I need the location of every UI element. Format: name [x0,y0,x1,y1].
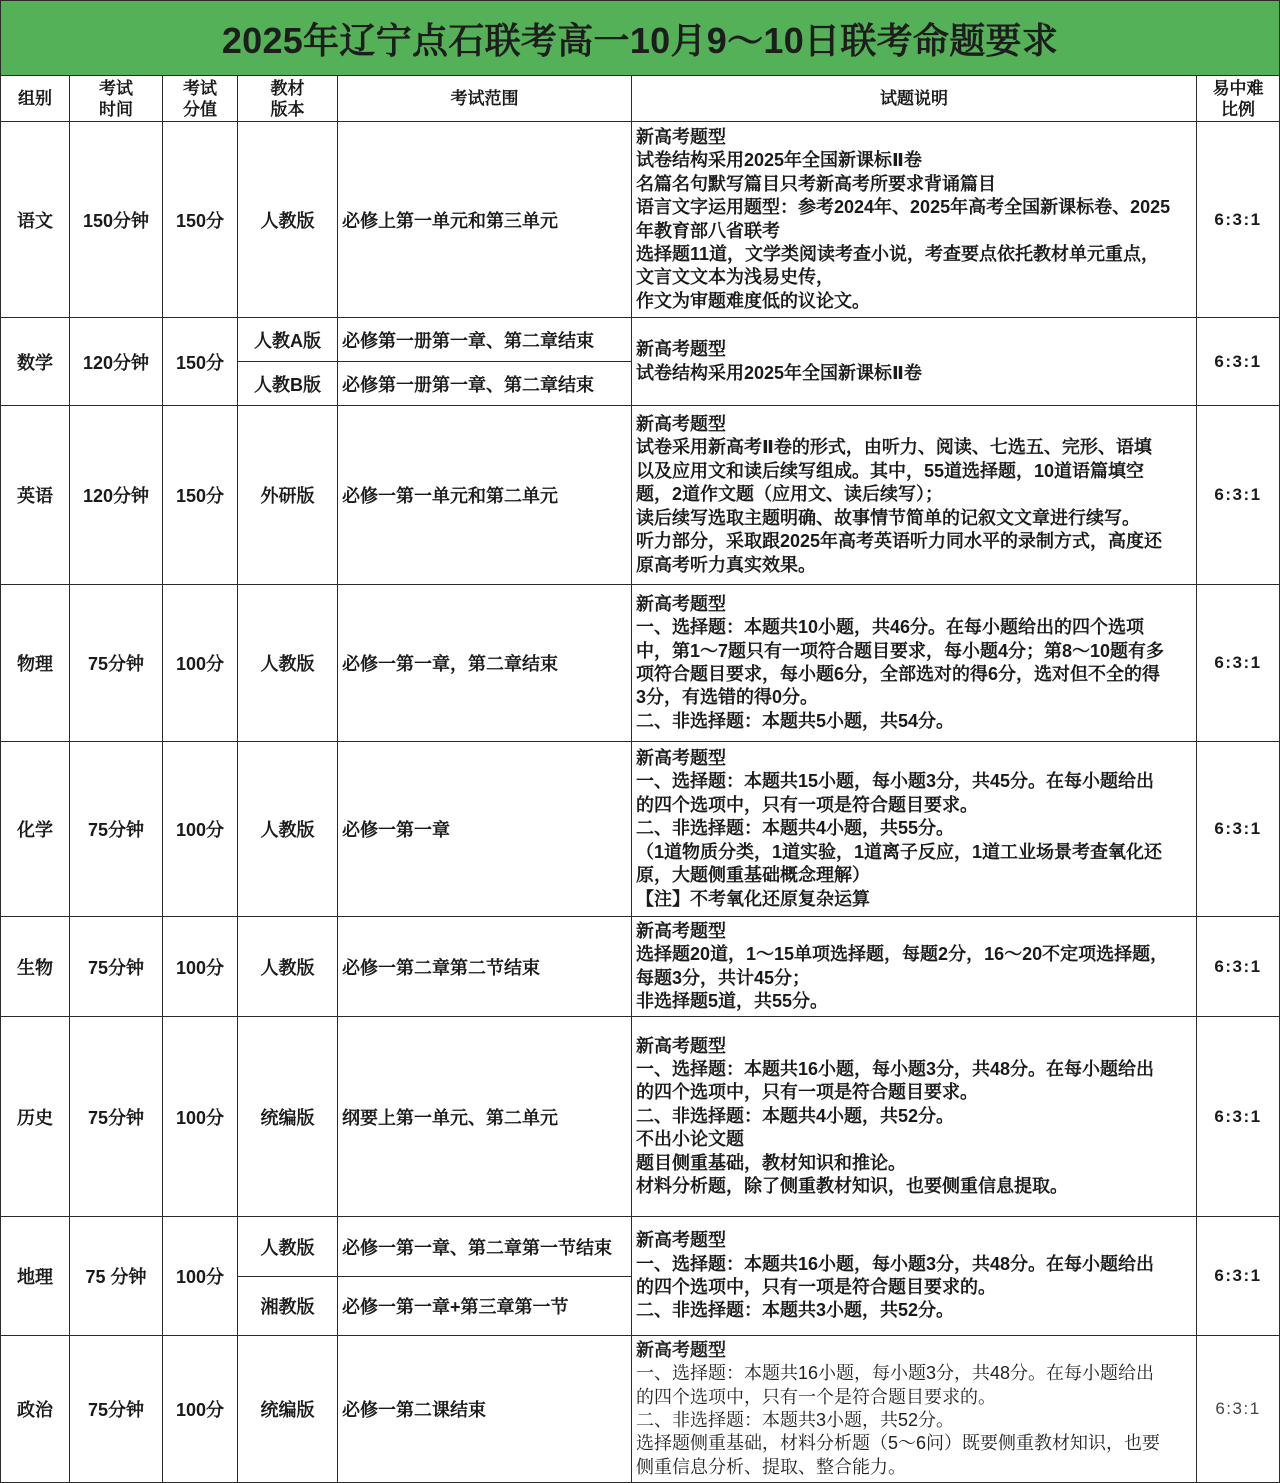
question-description [632,318,1197,406]
description-line: 听力部分，采取跟2025年高考英语听力同水平的录制方式，高度还 [636,531,1163,552]
header-exam-score [163,75,238,122]
header-exam-scope [338,75,632,122]
header-exam-time [70,75,163,122]
exam-scope: 必修一第一章，第二章结束 [338,585,632,742]
description-line: 选择题侧重基础，材料分析题（5～6问）既要侧重教材知识，也要 [636,1433,1161,1454]
difficulty-ratio: 6:3:1 [1197,1017,1280,1217]
exam-time: 150分钟 [70,122,163,318]
exam-score: 100分 [163,917,238,1017]
exam-scope: 必修第一册第一章、第二章结束 [338,318,632,362]
subject-name: 英语 [0,406,70,585]
description-line: 以及应用文和读后续写组成。其中，55道选择题，10道语篇填空 [636,460,1145,481]
textbook-edition: 湘教版 [238,1277,338,1336]
exam-scope: 必修上第一单元和第三单元 [338,122,632,318]
subject-name: 历史 [0,1017,70,1217]
exam-scope: 必修一第二课结束 [338,1336,632,1483]
description-line: 的四个选项中，只有一个是符合题目要求的。 [636,1386,996,1407]
description-line: 项符合题目要求，每小题6分，全部选对的得6分，选对但不全的得 [636,664,1161,684]
description-line: 试卷采用新高考Ⅱ卷的形式，由听力、阅读、七选五、完形、语填 [636,437,1152,458]
header-description [632,75,1197,122]
exam-scope: 必修一第一章 [338,742,632,917]
textbook-edition: 人教版 [238,122,338,318]
description-line: 语言文字运用题型：参考2024年、2025年高考全国新课标卷、2025 [636,197,1171,218]
description-line: 试卷结构采用2025年全国新课标Ⅱ卷 [636,150,922,171]
description-line: 二、非选择题：本题共4小题，共55分。 [636,818,955,839]
exam-scope: 必修一第一章、第二章第一节结束 [338,1217,632,1277]
description-line: 一、选择题：本题共15小题，每小题3分，共45分。在每小题给出 [636,771,1155,792]
exam-time: 75分钟 [70,917,163,1017]
description-line: 每题3分，共计45分； [636,967,811,988]
question-description [632,1017,1197,1217]
subject-name: 语文 [0,122,70,318]
textbook-edition: 人教版 [238,585,338,742]
header-label: 易中难 [1212,78,1264,98]
question-description [632,406,1197,585]
subject-name: 生物 [0,917,70,1017]
subject-name: 数学 [0,318,70,406]
header-label: 考试范围 [450,89,519,108]
description-line: 的四个选项中，只有一项是符合题目要求。 [636,794,978,815]
subject-name: 地理 [0,1217,70,1336]
exam-scope: 必修第一册第一章、第二章结束 [338,362,632,406]
question-description [632,742,1197,917]
description-line: 题，2道作文题（应用文、读后续写）； [636,484,944,505]
question-description [632,1336,1197,1483]
question-description [632,917,1197,1017]
difficulty-ratio: 6:3:1 [1197,1217,1280,1336]
difficulty-ratio: 6:3:1 [1197,742,1280,917]
header-textbook-edition [238,75,338,122]
description-line: 新高考题型 [636,126,726,147]
description-line: 原高考听力真实效果。 [636,554,816,575]
exam-score: 100分 [163,585,238,742]
difficulty-ratio: 6:3:1 [1197,122,1280,318]
description-line: 原，大题侧重基础概念理解） [636,865,870,886]
textbook-edition: 人教版 [238,917,338,1017]
header-difficulty-ratio [1197,75,1280,122]
description-line: 新高考题型 [636,1339,726,1360]
header-label: 组别 [18,89,52,108]
exam-scope: 纲要上第一单元、第二单元 [338,1017,632,1217]
description-line: 读后续写选取主题明确、故事情节简单的记叙文文章进行续写。 [636,507,1140,528]
header-label: 比例 [1221,99,1255,119]
exam-time: 75分钟 [70,742,163,917]
header-label: 教材 [270,78,305,98]
question-description [632,122,1197,318]
textbook-edition: 人教版 [238,742,338,917]
description-line: 一、选择题：本题共16小题，每小题3分，共48分。在每小题给出 [636,1058,1155,1079]
description-line: 二、非选择题：本题共5小题，共54分。 [636,710,955,731]
exam-time: 75分钟 [70,1336,163,1483]
page-title: 2025年辽宁点石联考高一10月9～10日联考命题要求 [221,19,1059,61]
description-line: 选择题11道，文学类阅读考查小说，考查要点依托教材单元重点， [636,243,1160,264]
exam-scope: 必修一第一章+第三章第一节 [338,1277,632,1336]
difficulty-ratio: 6:3:1 [1197,585,1280,742]
title-bar [0,0,1280,75]
exam-score: 150分 [163,318,238,406]
exam-score: 150分 [163,122,238,318]
exam-time: 120分钟 [70,318,163,406]
description-line: 不出小论文题 [636,1129,744,1150]
textbook-edition: 外研版 [238,406,338,585]
description-line: 新高考题型 [636,339,726,360]
description-line: 选择题20道，1～15单项选择题，每题2分，16～20不定项选择题， [636,944,1169,965]
header-label: 考试 [99,78,133,98]
exam-score: 100分 [163,1336,238,1483]
textbook-edition: 统编版 [238,1336,338,1483]
description-line: 的四个选项中，只有一项是符合题目要求的。 [636,1277,996,1297]
difficulty-ratio: 6:3:1 [1197,318,1280,406]
description-line: 一、选择题：本题共16小题，每小题3分，共48分。在每小题给出 [636,1363,1155,1384]
difficulty-ratio: 6:3:1 [1197,1336,1280,1483]
exam-time: 75分钟 [70,1017,163,1217]
description-line: 二、非选择题：本题共3小题，共52分。 [636,1300,955,1321]
exam-score: 100分 [163,1017,238,1217]
description-line: 中，第1～7题只有一项符合题目要求，每小题4分；第8～10题有多 [636,640,1165,661]
header-label: 版本 [270,99,305,119]
description-line: 新高考题型 [636,414,726,435]
textbook-edition: 人教版 [238,1217,338,1277]
exam-scope: 必修一第二章第二节结束 [338,917,632,1017]
header-label: 分值 [183,99,217,119]
textbook-edition: 人教A版 [238,318,338,362]
header-label: 时间 [99,99,133,119]
description-line: 3分，有选错的得0分。 [636,687,819,708]
difficulty-ratio: 6:3:1 [1197,406,1280,585]
description-line: 非选择题5道，共55分。 [636,990,829,1011]
textbook-edition: 统编版 [238,1017,338,1217]
exam-score: 100分 [163,742,238,917]
description-line: 新高考题型 [636,1230,726,1251]
description-line: 年教育部八省联考 [636,220,780,241]
description-line: 侧重信息分析、提取、整合能力。 [636,1456,906,1477]
header-group [0,75,70,122]
description-line: 一、选择题：本题共10小题，共46分。在每小题给出的四个选项 [636,617,1145,638]
description-line: 【注】不考氧化还原复杂运算 [636,888,870,909]
exam-score: 100分 [163,1217,238,1336]
description-line: 的四个选项中，只有一项是符合题目要求。 [636,1082,978,1103]
exam-time: 120分钟 [70,406,163,585]
subject-name: 化学 [0,742,70,917]
description-line: 一、选择题：本题共16小题，每小题3分，共48分。在每小题给出 [636,1253,1155,1274]
exam-scope: 必修一第一单元和第二单元 [338,406,632,585]
exam-score: 150分 [163,406,238,585]
subject-name: 物理 [0,585,70,742]
description-line: 文言文文本为浅易史传， [636,267,834,288]
description-line: 新高考题型 [636,920,726,941]
question-description [632,585,1197,742]
description-line: 作文为审题难度低的议论文。 [636,290,870,311]
header-label: 试题说明 [880,89,948,108]
description-line: 二、非选择题：本题共3小题，共52分。 [636,1410,955,1430]
description-line: 新高考题型 [636,593,726,614]
exam-time: 75 分钟 [70,1217,163,1336]
difficulty-ratio: 6:3:1 [1197,917,1280,1017]
description-line: 新高考题型 [636,1035,726,1056]
textbook-edition: 人教B版 [238,362,338,406]
description-line: 名篇名句默写篇目只考新高考所要求背诵篇目 [636,173,996,194]
description-line: 试卷结构采用2025年全国新课标Ⅱ卷 [636,362,922,383]
description-line: （1道物质分类，1道实验，1道离子反应，1道工业场景考查氧化还 [636,841,1163,862]
exam-requirements-table [0,75,1280,1483]
header-label: 考试 [183,78,217,98]
subject-name: 政治 [0,1336,70,1483]
exam-time: 75分钟 [70,585,163,742]
description-line: 材料分析题，除了侧重教材知识，也要侧重信息提取。 [636,1176,1068,1197]
description-line: 新高考题型 [636,748,726,769]
question-description [632,1217,1197,1336]
description-line: 题目侧重基础，教材知识和推论。 [636,1152,906,1173]
description-line: 二、非选择题：本题共4小题，共52分。 [636,1105,955,1126]
